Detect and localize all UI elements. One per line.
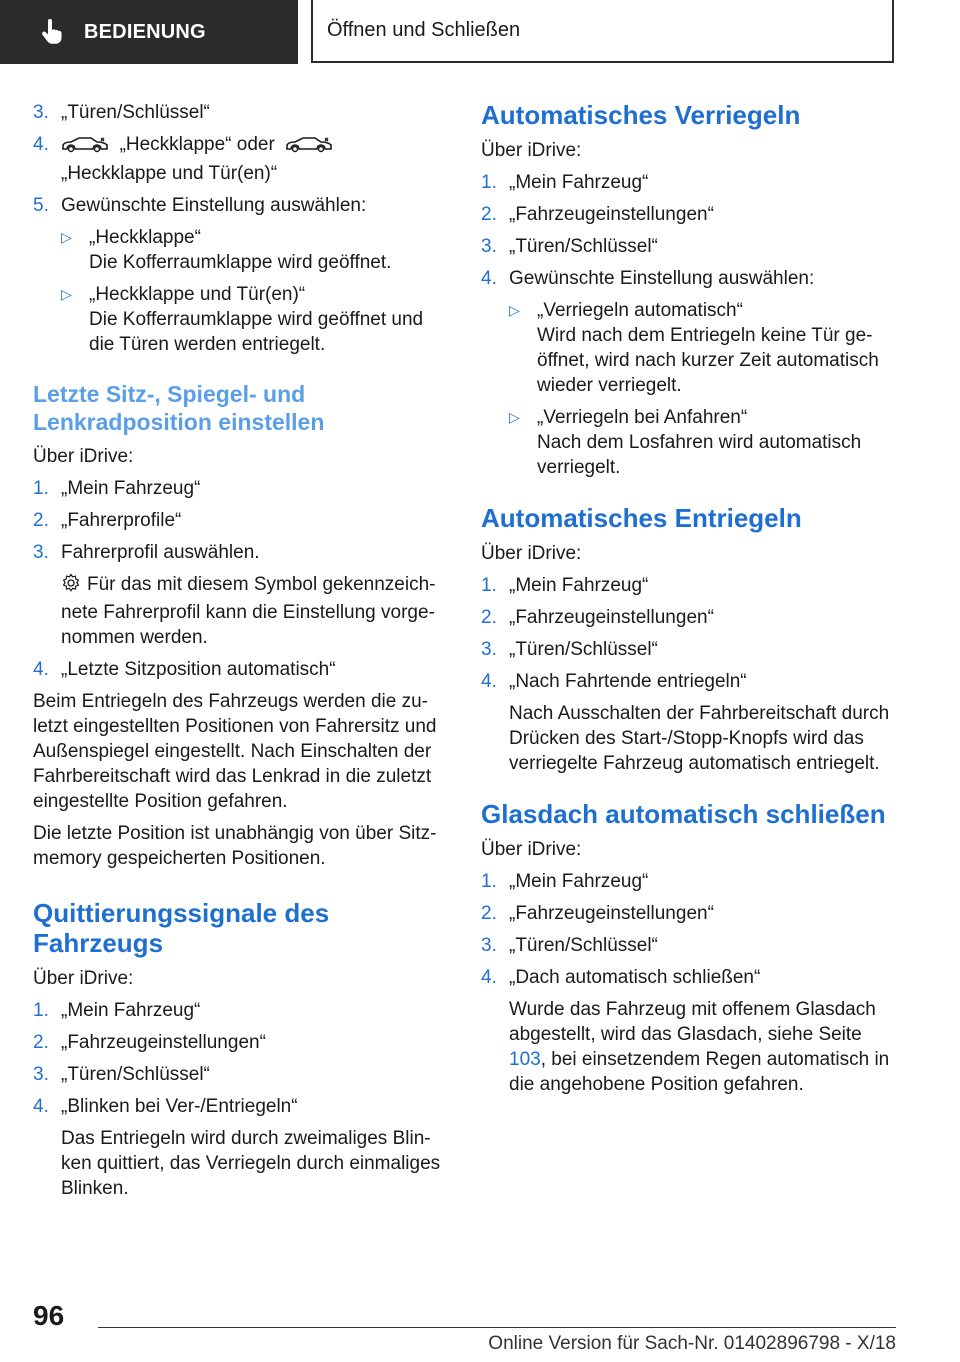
list-item-text: „Mein Fahrzeug“: [509, 172, 649, 193]
list-item-text: „Nach Fahrtende entriegeln“: [509, 671, 747, 692]
list-item: [481, 234, 901, 259]
section-heading: Automatisches Verriegeln: [481, 100, 801, 130]
sub-item-desc: Die Kofferraumklappe wird geöffnet.: [89, 252, 392, 273]
list-item: [33, 1030, 448, 1055]
section-heading: Automatisches Entriegeln: [481, 503, 802, 533]
intro-text: Über iDrive:: [33, 968, 134, 989]
list-number: 2.: [481, 204, 497, 225]
list-item: [33, 100, 448, 125]
list-number: 3.: [481, 935, 497, 956]
list-item-text: „Blinken bei Ver-/Entriegeln“: [61, 1096, 298, 1117]
list-item: [481, 965, 901, 990]
list-number: 4.: [481, 268, 497, 289]
list-number: 2.: [481, 607, 497, 628]
sub-item: [61, 225, 448, 275]
intro-text: Über iDrive:: [481, 839, 582, 860]
list-item-text: „Mein Fahrzeug“: [61, 478, 201, 499]
desc-text-b: , bei einsetzendem Regen automatisch in die angehobene Position gefahren.: [509, 1049, 890, 1095]
gear-icon: [61, 573, 81, 600]
sub-item: [509, 298, 901, 398]
left-column: [33, 100, 448, 1208]
list-item-text: „Türen/Schlüssel“: [509, 236, 658, 257]
list-number: 4.: [33, 659, 49, 680]
list-number: 2.: [481, 903, 497, 924]
list-item-text-b: „Heckklappe und Tür(en)“: [61, 163, 278, 184]
list-item: [481, 605, 901, 630]
footer-text: Online Version für Sach-Nr. 01402896798 - X/18: [488, 1333, 896, 1354]
sub-item-desc: Wird nach dem Entriegeln keine Tür geöffnet, wird nach kurzer Zeit automatisch wieder verriegelt.: [537, 325, 879, 396]
sub-item-title: „Heckklappe“: [89, 227, 201, 248]
triangle-bullet-icon: ▷: [61, 286, 72, 302]
list-number: 4.: [33, 1096, 49, 1117]
car-trunk-icon: [61, 136, 109, 161]
steps-list: [33, 998, 448, 1201]
list-item: [33, 193, 448, 218]
list-item-text: „Türen/Schlüssel“: [61, 102, 210, 123]
list-item-text: „Mein Fahrzeug“: [61, 1000, 201, 1021]
list-number: 1.: [33, 1000, 49, 1021]
page-number: 96: [33, 1300, 65, 1331]
sub-item: [61, 282, 448, 357]
list-item: [481, 266, 901, 291]
sub-item: [509, 405, 901, 480]
section-heading: Glasdach automatisch schließen: [481, 799, 886, 829]
sub-item-desc: Die Kofferraumklappe wird geöffnet und die Türen werden entriegelt.: [89, 309, 424, 355]
section-heading: Letzte Sitz-, Spiegel- und Lenkradposition einstellen: [33, 381, 325, 435]
steps-list: [481, 573, 901, 776]
chapter-title: Öffnen und Schließen: [311, 0, 894, 63]
section-tab[interactable]: [0, 0, 298, 64]
list-number: 1.: [481, 172, 497, 193]
list-item: [481, 573, 901, 598]
steps-list: [481, 170, 901, 480]
list-item: [481, 933, 901, 958]
list-item: [481, 170, 901, 195]
list-item: [33, 132, 448, 186]
list-item: [481, 869, 901, 894]
triangle-bullet-icon: ▷: [509, 409, 520, 425]
list-item-text: [61, 132, 448, 186]
sub-item-title: „Verriegeln bei Anfahren“: [537, 407, 748, 428]
car-doors-icon: [285, 136, 333, 161]
list-item-text: „Türen/Schlüssel“: [509, 639, 658, 660]
list-item: [33, 1062, 448, 1087]
list-number: 2.: [33, 1032, 49, 1053]
list-item: [33, 508, 448, 533]
intro-text: Über iDrive:: [481, 543, 582, 564]
list-number: 1.: [33, 478, 49, 499]
list-item-text: „Türen/Schlüssel“: [509, 935, 658, 956]
triangle-bullet-icon: ▷: [509, 302, 520, 318]
list-number: 5.: [33, 195, 49, 216]
page-link[interactable]: 103: [509, 1049, 541, 1070]
list-item-text-a: „Heckklappe“ oder: [119, 134, 275, 155]
list-item-text: „Dach automatisch schließen“: [509, 967, 761, 988]
list-item: [33, 998, 448, 1023]
list-item-text: „Mein Fahrzeug“: [509, 575, 649, 596]
list-number: 3.: [33, 1064, 49, 1085]
list-item-text: „Fahrzeugeinstellungen“: [509, 204, 714, 225]
section-tab-label: BEDIENUNG: [84, 20, 206, 43]
steps-list: [33, 476, 448, 682]
list-item-text: „Fahrzeugeinstellungen“: [509, 903, 714, 924]
footer-divider: [98, 1327, 896, 1328]
list-item: [33, 476, 448, 501]
right-column: [481, 100, 901, 1104]
list-item: [481, 202, 901, 227]
list-item: [481, 669, 901, 694]
list-item-text: „Fahrzeugeinstellungen“: [509, 607, 714, 628]
sub-item-title: „Verriegeln automatisch“: [537, 300, 743, 321]
list-item: [33, 657, 448, 682]
list-item-text: „Letzte Sitzposition automatisch“: [61, 659, 336, 680]
list-item-text: „Fahrzeugeinstellungen“: [61, 1032, 266, 1053]
list-number: 4.: [481, 967, 497, 988]
list-item-text: „Türen/Schlüssel“: [61, 1064, 210, 1085]
list-item: [33, 540, 448, 565]
list-item-text: „Fahrerprofile“: [61, 510, 182, 531]
paragraph: Die letzte Position ist unabhängig von über Sitzmemory gespeicherten Positionen.: [33, 823, 437, 869]
intro-text: Über iDrive:: [481, 140, 582, 161]
intro-text: Über iDrive:: [33, 446, 134, 467]
sub-item-desc: Nach dem Losfahren wird automatisch verriegelt.: [537, 432, 862, 478]
list-item: [481, 901, 901, 926]
continued-list: [33, 100, 448, 357]
list-item-desc: Das Entriegeln wird durch zweimaliges Blinken quittiert, das Verriegeln durch einmaliges Blinken.: [61, 1128, 441, 1199]
triangle-bullet-icon: ▷: [61, 229, 72, 245]
sub-item-title: „Heckklappe und Tür(en)“: [89, 284, 306, 305]
list-number: 1.: [481, 871, 497, 892]
note-body: Für das mit diesem Symbol gekennzeichnete Fahrerprofil kann die Einstellung vorgenommen werden.: [61, 574, 436, 648]
list-number: 4.: [481, 671, 497, 692]
list-item-desc: [509, 997, 901, 1097]
list-item-text: Gewünschte Einstellung auswählen:: [61, 195, 367, 216]
list-item-text: „Mein Fahrzeug“: [509, 871, 649, 892]
list-number: 4.: [33, 134, 49, 155]
list-number: 3.: [33, 542, 49, 563]
list-item: [33, 1094, 448, 1119]
list-number: 3.: [33, 102, 49, 123]
note-text: [61, 572, 448, 650]
list-item: [481, 637, 901, 662]
list-item-text: Fahrerprofil auswählen.: [61, 542, 260, 563]
desc-text-a: Wurde das Fahrzeug mit offenem Glasdach abgestellt, wird das Glasdach, siehe Seite: [509, 999, 876, 1045]
paragraph: Beim Entriegeln des Fahrzeugs werden die zuletzt eingestellten Positionen von Fahrersitz und Außenspiegel eingestellt. Nach Einschalten der Fahrbereitschaft wird das Lenkrad in die zuletzt eingestellte Position gefahren.: [33, 691, 437, 812]
section-heading: Quittierungssignale des Fahrzeugs: [33, 898, 330, 958]
steps-list: [481, 869, 901, 1097]
list-number: 2.: [33, 510, 49, 531]
hand-pointer-icon: [38, 18, 66, 46]
list-number: 3.: [481, 639, 497, 660]
list-item-desc: Nach Ausschalten der Fahrbereitschaft durch Drücken des Start-/Stopp-Knopfs wird das verriegelte Fahrzeug automatisch entriegelt.: [509, 703, 890, 774]
list-number: 3.: [481, 236, 497, 257]
list-item-text: Gewünschte Einstellung auswählen:: [509, 268, 815, 289]
list-number: 1.: [481, 575, 497, 596]
